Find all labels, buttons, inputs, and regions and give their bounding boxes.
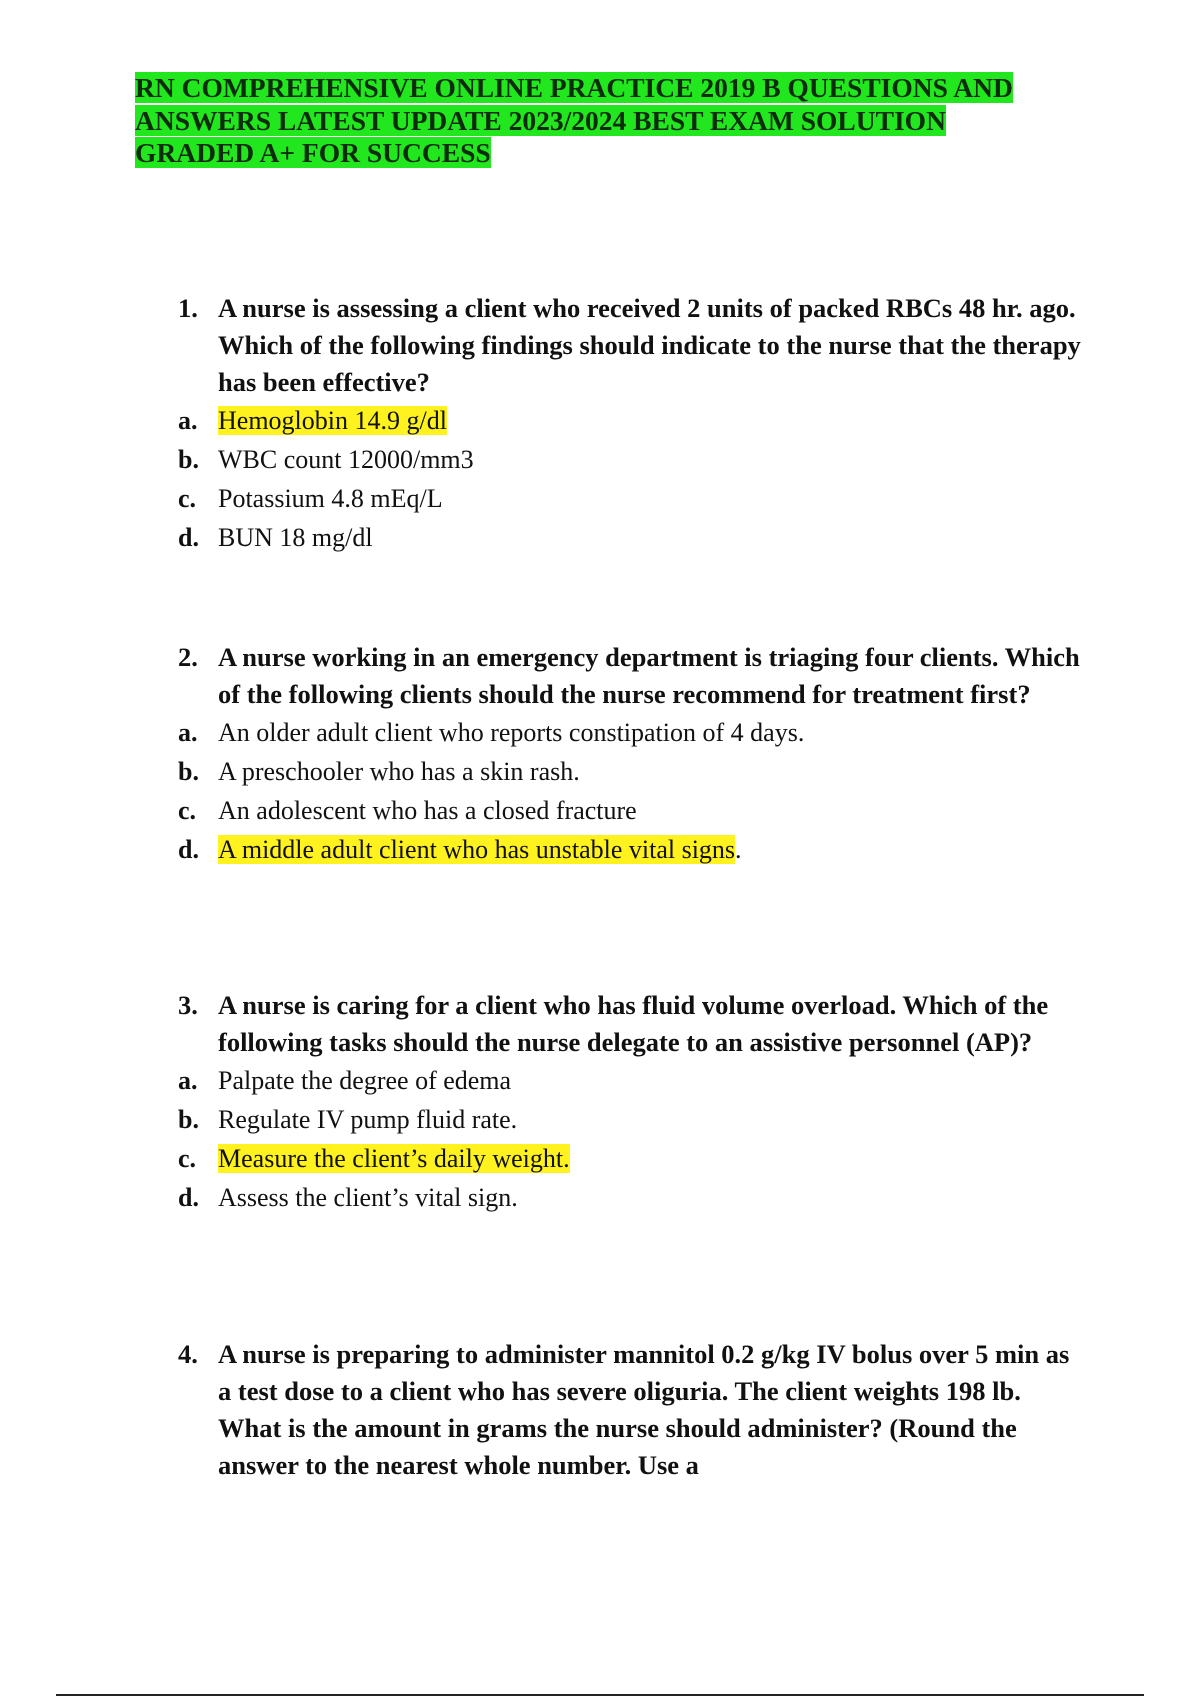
answer-option xyxy=(178,1178,1098,1217)
question-stem xyxy=(178,1336,1098,1484)
option-text: WBC count 12000/mm3 xyxy=(218,445,474,474)
question-2 xyxy=(178,639,1098,869)
option-letter: c. xyxy=(178,796,197,825)
answer-option xyxy=(178,1061,1098,1100)
option-letter: b. xyxy=(178,445,199,474)
question-3 xyxy=(178,987,1098,1217)
option-letter: a. xyxy=(178,1066,198,1095)
option-text-tail: . xyxy=(735,835,742,864)
option-text: An adolescent who has a closed fracture xyxy=(218,796,637,825)
title-line: RN COMPREHENSIVE ONLINE PRACTICE 2019 B QUESTIONS AND xyxy=(135,72,1013,103)
answer-option xyxy=(178,713,1098,752)
question-text: A nurse is assessing a client who received 2 units of packed RBCs 48 hr. ago. Which of the following findings should indicate to the nurse that the therapy has been effective? xyxy=(218,293,1081,397)
question-number: 2. xyxy=(178,642,198,672)
option-text: Palpate the degree of edema xyxy=(218,1066,512,1095)
question-number: 1. xyxy=(178,293,198,323)
question-stem xyxy=(178,987,1098,1061)
option-letter: b. xyxy=(178,1105,199,1134)
title-line: ANSWERS LATEST UPDATE 2023/2024 BEST EXAM SOLUTION xyxy=(135,104,946,136)
page-bottom-divider xyxy=(56,1694,1144,1696)
question-text: A nurse working in an emergency department is triaging four clients. Which of the following clients should the nurse recommend for treatment first? xyxy=(218,642,1080,709)
option-text: Assess the client’s vital sign. xyxy=(218,1183,518,1212)
option-letter: a. xyxy=(178,406,198,435)
option-text-highlighted: A middle adult client who has unstable vital signs xyxy=(218,835,736,864)
option-text: An older adult client who reports constipation of 4 days. xyxy=(218,718,805,747)
answer-option xyxy=(178,1139,1098,1178)
option-letter: c. xyxy=(178,484,197,513)
question-stem xyxy=(178,290,1098,401)
answer-option xyxy=(178,752,1098,791)
answer-option xyxy=(178,401,1098,440)
answer-option xyxy=(178,479,1098,518)
answer-option xyxy=(178,830,1098,869)
question-number: 4. xyxy=(178,1339,198,1369)
option-letter: d. xyxy=(178,1183,199,1212)
option-letter: d. xyxy=(178,523,199,552)
question-number: 3. xyxy=(178,990,198,1020)
answer-option xyxy=(178,1100,1098,1139)
answer-option xyxy=(178,518,1098,557)
option-letter: a. xyxy=(178,718,198,747)
document-title xyxy=(135,72,1055,170)
question-text: A nurse is preparing to administer mannitol 0.2 g/kg IV bolus over 5 min as a test dose to a client who has severe oliguria. The client weights 198 lb. What is the amount in grams the nurse should administer? (Round the answer to the nearest whole number. Use a xyxy=(218,1339,1070,1480)
question-stem xyxy=(178,639,1098,713)
option-text-highlighted: Measure the client’s daily weight. xyxy=(218,1144,570,1173)
option-letter: d. xyxy=(178,835,199,864)
question-4 xyxy=(178,1336,1098,1484)
option-text: BUN 18 mg/dl xyxy=(218,523,373,552)
option-letter: b. xyxy=(178,757,199,786)
option-letter: c. xyxy=(178,1144,197,1173)
option-text: Regulate IV pump fluid rate. xyxy=(218,1105,518,1134)
option-text: A preschooler who has a skin rash. xyxy=(218,757,580,786)
option-text-highlighted: Hemoglobin 14.9 g/dl xyxy=(218,406,447,435)
question-text: A nurse is caring for a client who has fluid volume overload. Which of the following tasks should the nurse delegate to an assistive personnel (AP)? xyxy=(218,990,1049,1057)
answer-option xyxy=(178,440,1098,479)
option-text: Potassium 4.8 mEq/L xyxy=(218,484,443,513)
title-line: GRADED A+ FOR SUCCESS xyxy=(135,137,491,168)
question-1 xyxy=(178,290,1098,557)
answer-option xyxy=(178,791,1098,830)
